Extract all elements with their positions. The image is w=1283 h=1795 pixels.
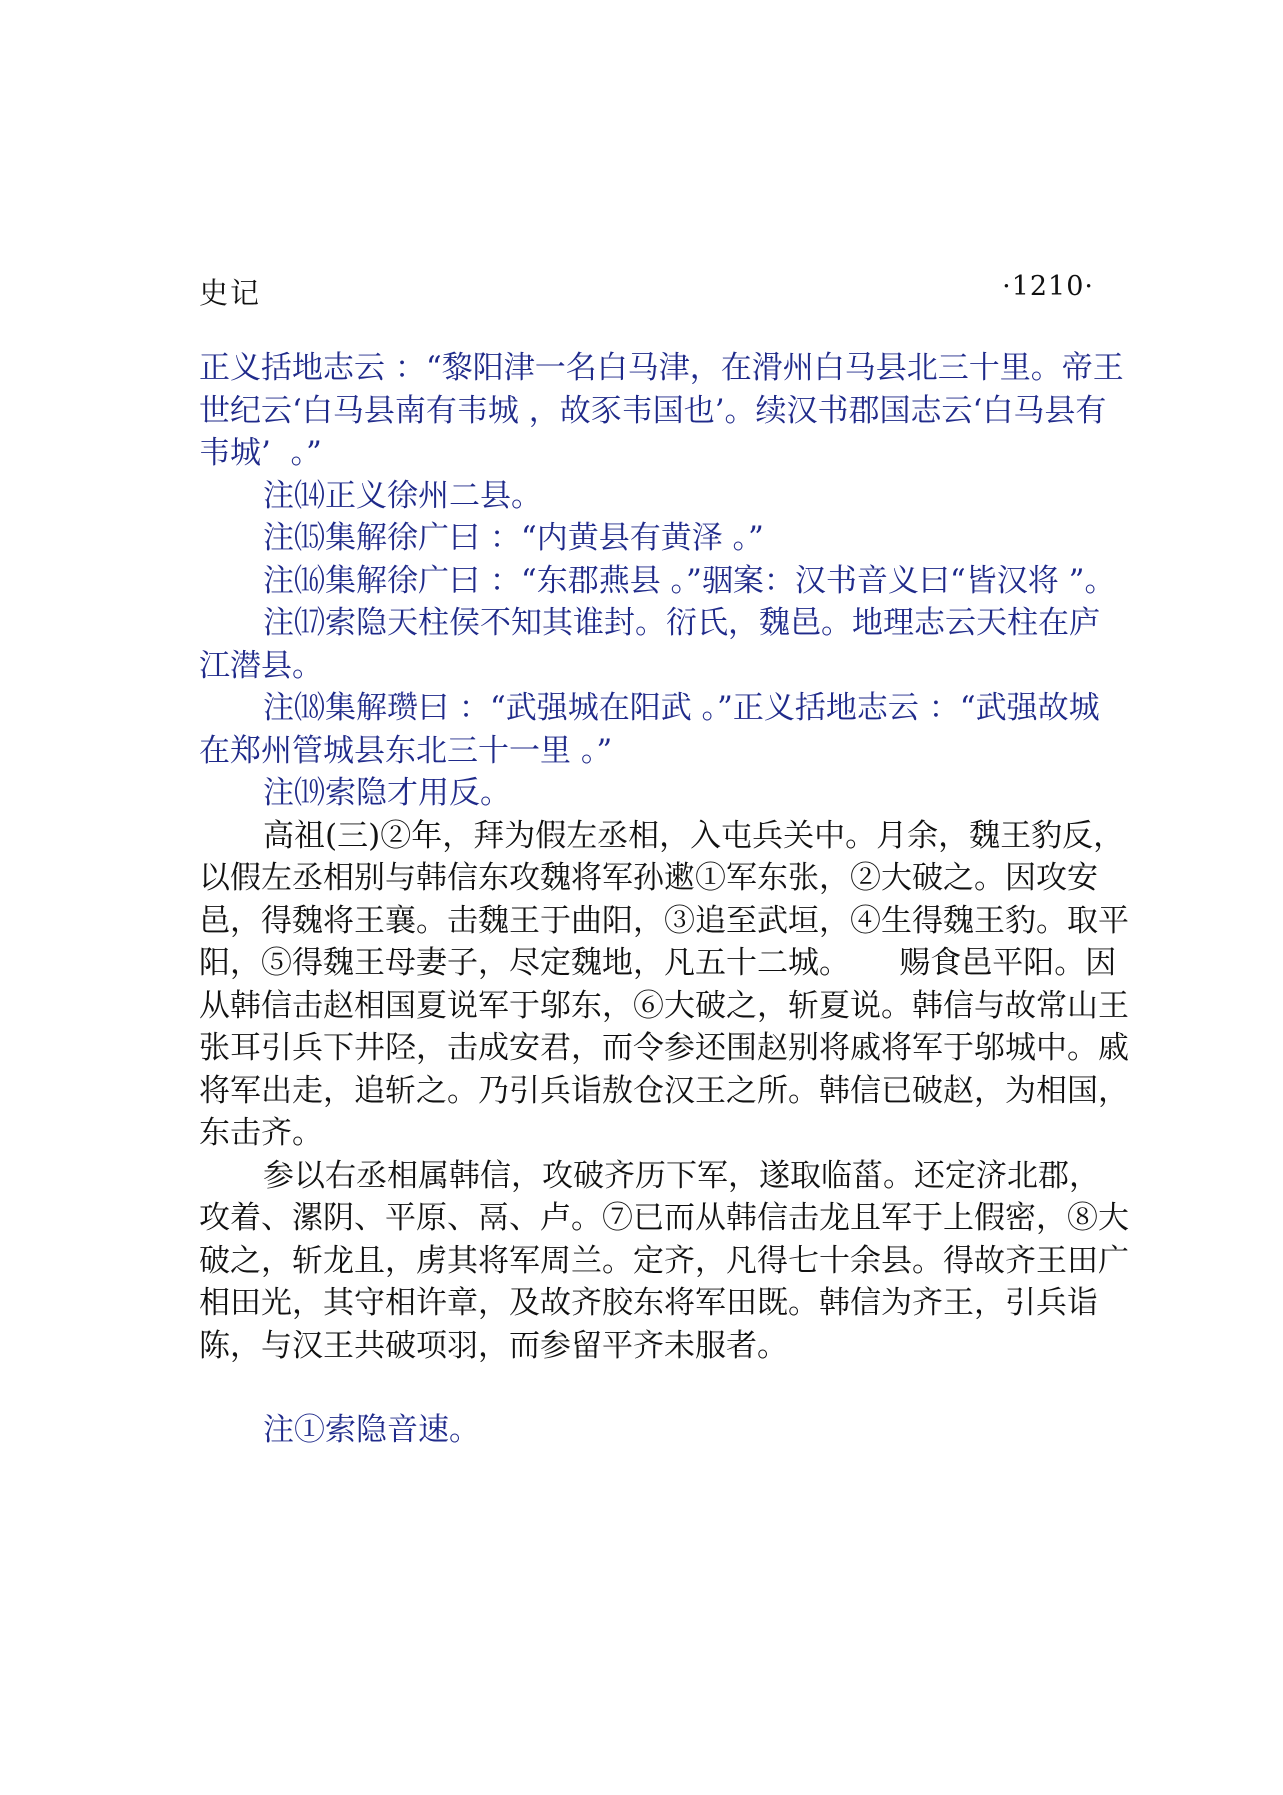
- note-paragraph: 注⒅集解瓒曰 ：“武强城在阳武 。”正义括地志云 ：“武强故城在郑州管城县东北三十一里 。”: [199, 690, 1100, 769]
- note-paragraph: 正义括地志云 ：“黎阳津一名白马津，在滑州白马县北三十里。帝王世纪云‘白马县南有韦城 ，故豕韦国也’。续汉书郡国志云‘白马县有韦城’ 。”: [199, 350, 1124, 471]
- note-paragraph: 注⒆索隐才用反。: [263, 775, 511, 811]
- body-text: [199, 347, 1129, 1452]
- note-paragraph: 注⒄索隐天柱侯不知其谁封。衍氏，魏邑。地理志云天柱在庐江潜县。: [199, 605, 1100, 684]
- note-paragraph: 注⒂集解徐广曰 ：“内黄县有黄泽 。”: [263, 520, 764, 556]
- book-title: 史记: [199, 276, 262, 310]
- main-paragraph: 高祖(三)②年，拜为假左丞相，入屯兵关中。月余，魏王豹反，以假左丞相别与韩信东攻魏将军孙遬①军东张，②大破之。因攻安邑，得魏将王襄。击魏王于曲阳，③追至武垣，④生得魏王豹。取平阳，⑤得魏王母妻子，尽定魏地，凡五十二城。 赐食邑平阳。因从韩信击赵相国夏说军于邬东，⑥大破之，斩夏说。韩信与故常山王张耳引兵下井陉，击成安君，而令参还围赵别将戚将军于邬城中。戚将军出走，追斩之。乃引兵诣敖仓汉王之所。韩信已破赵，为相国，东击齐。: [199, 817, 1129, 1151]
- page-number: ·1210·: [1002, 271, 1094, 302]
- main-paragraph: 参以右丞相属韩信，攻破齐历下军，遂取临菑。还定济北郡，攻着、漯阴、平原、鬲、卢。⑦已而从韩信击龙且军于上假密，⑧大破之，斩龙且，虏其将军周兰。定齐，凡得七十余县。得故齐王田广相田光，其守相许章，及故齐胶东将军田既。韩信为齐王，引兵诣陈，与汉王共破项羽，而参留平齐未服者。: [199, 1157, 1129, 1364]
- page-header: [199, 271, 1094, 319]
- note-paragraph: 注⒃集解徐广曰 ：“东郡燕县 。”骃案：汉书音义曰“皆汉将 ”。: [263, 562, 1116, 599]
- note-paragraph: 注⒁正义徐州二县。: [263, 477, 542, 514]
- note-paragraph: 注①索隐音速。: [263, 1412, 480, 1448]
